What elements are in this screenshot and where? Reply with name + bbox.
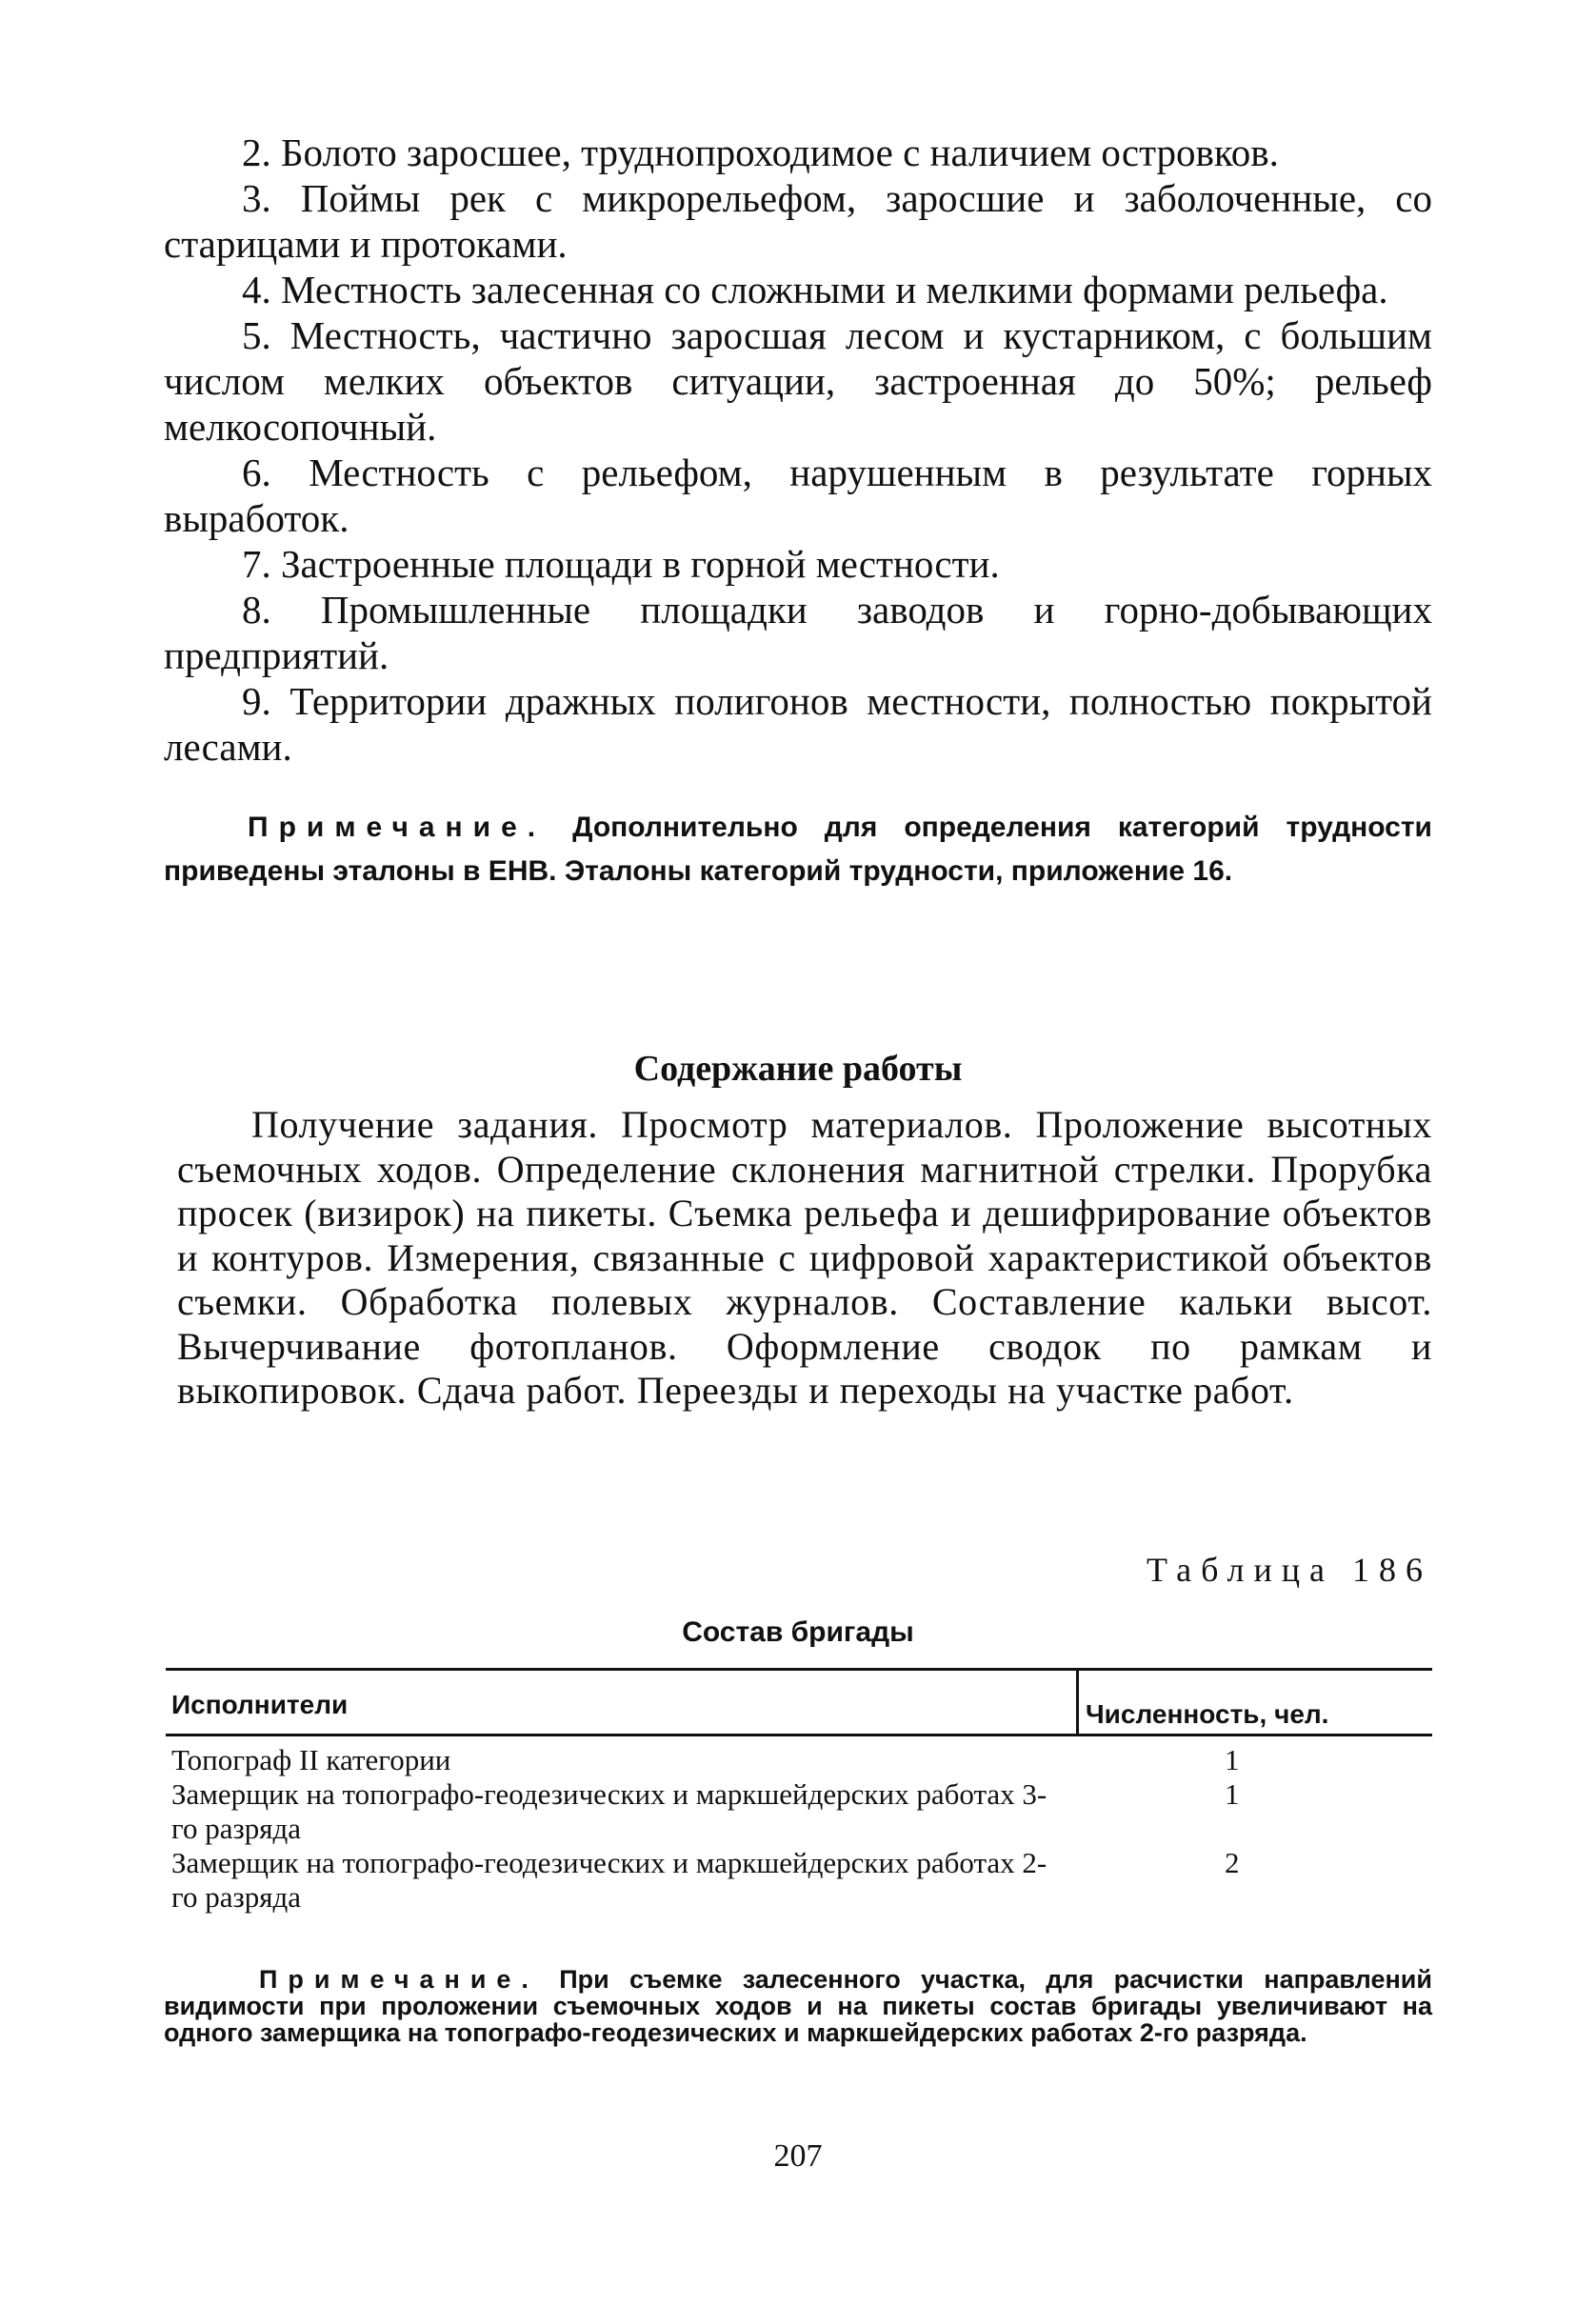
work-content-paragraph: Получение задания. Просмотр материалов. Проложение высотных съемочных ходов. Определение склонения магнитной стрелки. Прорубка просек (визирок) на пикеты. Съемка рельефа и дешифрирование объектов и контуров. Измерения, связанные с цифровой характеристикой объектов съемки. Обработка полевых журналов. Составление кальки высот. Вычерчивание фотопланов. Оформление сводок по рамкам и выкопировок. Сдача работ. Переезды и переходы на участке работ. — [177, 1103, 1432, 1412]
note-top-text: Дополнительно для определения категорий трудности приведены эталоны в ЕНВ. Эталоны категорий трудности, приложение 16. — [164, 812, 1432, 887]
note-top-label: Примечание. — [248, 812, 547, 843]
table-row — [171, 1743, 1428, 1777]
table-label: Таблица 186 — [1147, 1551, 1432, 1589]
list-item: 4. Местность залесенная со сложными и мелкими формами рельефа. — [242, 268, 1388, 311]
list-item: 9. Территории дражных полигонов местности, полностью покрытой лесами. — [164, 679, 1432, 769]
note-top — [164, 806, 1432, 893]
section-title: Содержание работы — [633, 1049, 963, 1089]
performer-cell: Замерщик на топографо-геодезических и маркшейдерских работах 2-го разряда — [171, 1846, 1047, 1914]
performer-cell: Замерщик на топографо-геодезических и маркшейдерских работах 3-го разряда — [171, 1777, 1047, 1845]
table-column-divider — [1076, 1668, 1079, 1735]
header-performers: Исполнители — [171, 1690, 349, 1719]
crew-table-body — [171, 1743, 1428, 1915]
list-item: 3. Поймы рек с микрорельефом, заросшие и заболоченные, со старицами и протоками. — [164, 176, 1432, 266]
list-item: 8. Промышленные площадки заводов и горно-добывающих предприятий. — [164, 588, 1432, 677]
count-cell: 2 — [1225, 1846, 1240, 1879]
note-bottom-text: При съемке залесенного участка, для расчистки направлений видимости при проложении съемочных ходов и на пикеты состав бригады увеличивают на одного замерщика на топографо-геодезических и маркшейдерских работах 2-го разряда. — [164, 1965, 1432, 2047]
list-item: 7. Застроенные площади в горной местности. — [242, 542, 1000, 586]
table-row — [171, 1777, 1428, 1846]
table-top-rule — [166, 1668, 1432, 1671]
list-item: 5. Местность, частично заросшая лесом и кустарником, с большим числом мелких объектов ситуации, застроенная до 50%; рельеф мелкосопочный. — [164, 313, 1432, 449]
header-count: Численность, чел. — [1086, 1699, 1329, 1729]
list-item: 2. Болото заросшее, труднопроходимое с наличием островков. — [242, 130, 1279, 174]
table-header-rule — [166, 1734, 1432, 1736]
note-bottom-label: Примечание. — [259, 1965, 539, 1994]
difficulty-list — [164, 130, 1432, 770]
count-cell: 1 — [1225, 1743, 1240, 1776]
count-cell: 1 — [1225, 1777, 1240, 1811]
table-row — [171, 1846, 1428, 1915]
performer-cell: Топограф II категории — [171, 1743, 451, 1776]
list-item: 6. Местность с рельефом, нарушенным в результате горных выработок. — [164, 451, 1432, 540]
page-number: 207 — [773, 2138, 823, 2174]
note-bottom — [164, 1966, 1432, 2046]
table-title: Состав бригады — [682, 1616, 914, 1648]
